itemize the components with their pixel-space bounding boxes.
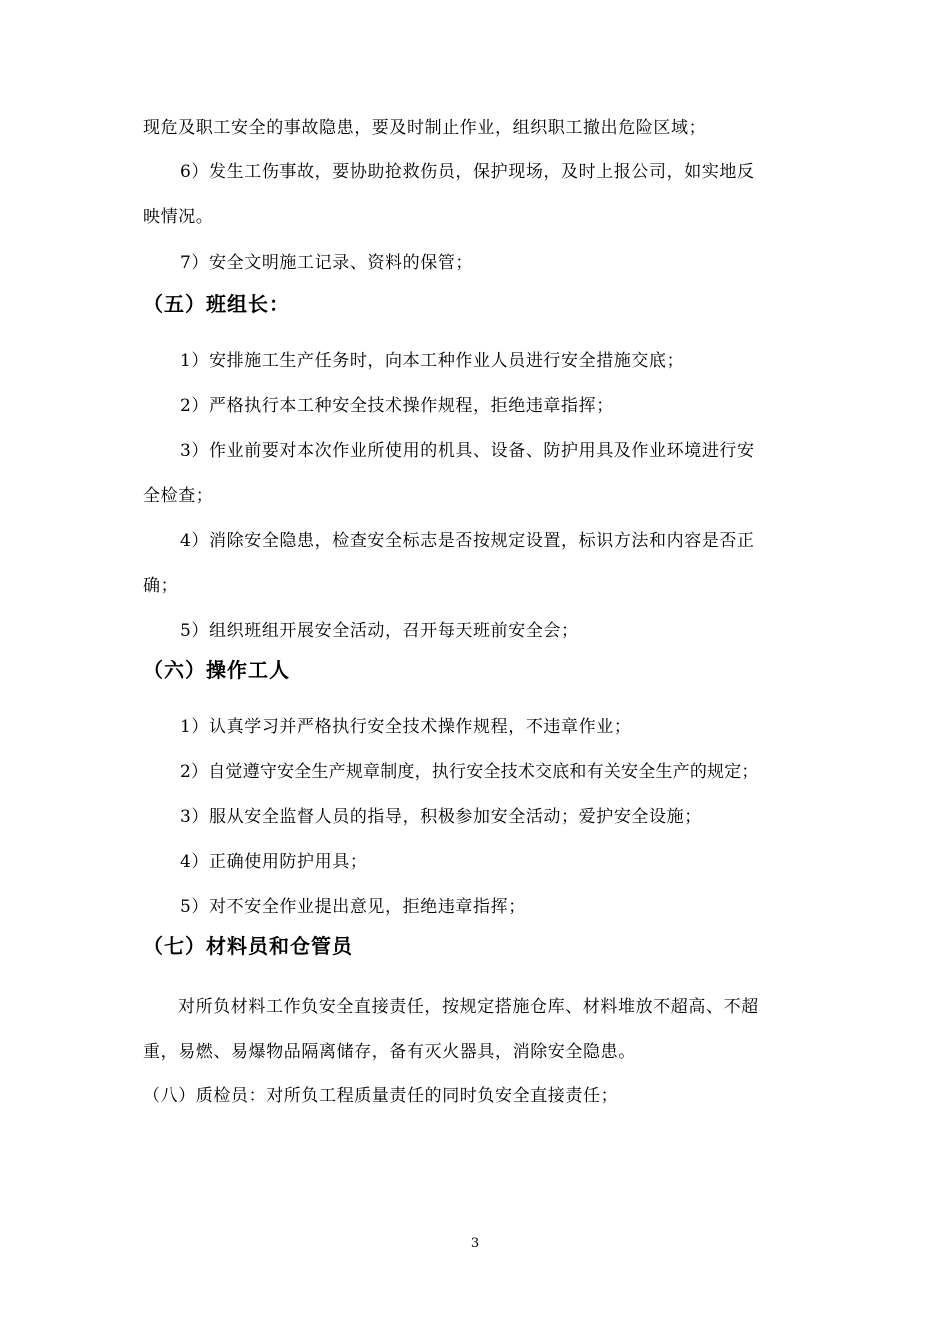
section-heading: （六）操作工人 xyxy=(143,658,290,682)
list-item: 4）消除安全隐患，检查安全标志是否按规定设置，标识方法和内容是否正 xyxy=(180,531,755,551)
list-item: 1）认真学习并严格执行安全技术操作规程，不违章作业； xyxy=(180,717,632,737)
paragraph-line: 重，易燃、易爆物品隔离储存，备有灭火器具，消除安全隐患。 xyxy=(143,1042,636,1062)
list-item-continuation: 映情况。 xyxy=(143,207,214,227)
list-item-continuation: 确； xyxy=(143,576,179,596)
list-item: 2）严格执行本工种安全技术操作规程，拒绝违章指挥； xyxy=(180,396,614,416)
list-item: 5）组织班组开展安全活动，召开每天班前安全会； xyxy=(180,621,579,641)
section-line: （八）质检员：对所负工程质量责任的同时负安全直接责任； xyxy=(143,1086,619,1106)
list-item: 1）安排施工生产任务时，向本工种作业人员进行安全措施交底； xyxy=(180,351,685,371)
section-heading: （五）班组长： xyxy=(143,292,290,316)
section-heading: （七）材料员和仓管员 xyxy=(143,934,353,958)
list-item: 3）作业前要对本次作业所使用的机具、设备、防护用具及作业环境进行安 xyxy=(180,441,755,461)
list-item: 2）自觉遵守安全生产规章制度，执行安全技术交底和有关安全生产的规定； xyxy=(180,762,759,782)
list-item: 6）发生工伤事故，要协助抢救伤员，保护现场，及时上报公司，如实地反 xyxy=(180,162,755,182)
continuation-line: 现危及职工安全的事故隐患，要及时制止作业，组织职工撤出危险区域； xyxy=(143,118,707,138)
page-number: 3 xyxy=(470,1236,480,1251)
paragraph-line: 对所负材料工作负安全直接责任，按规定搭施仓库、材料堆放不超高、不超 xyxy=(178,997,759,1017)
list-item: 3）服从安全监督人员的指导，积极参加安全活动；爱护安全设施； xyxy=(180,807,702,827)
list-item: 5）对不安全作业提出意见，拒绝违章指挥； xyxy=(180,897,526,917)
list-item: 4）正确使用防护用具； xyxy=(180,852,368,872)
list-item: 7）安全文明施工记录、资料的保管； xyxy=(180,253,474,273)
list-item-continuation: 全检查； xyxy=(143,486,214,506)
